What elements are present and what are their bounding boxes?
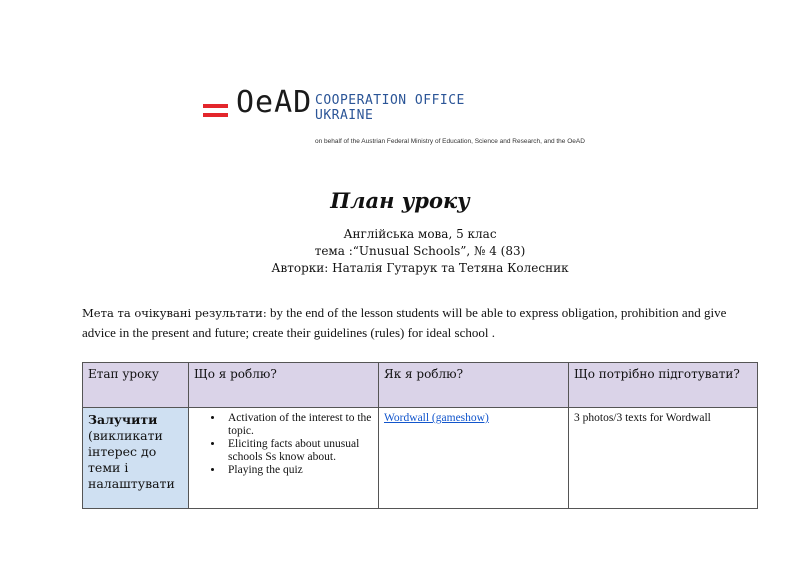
lesson-goal — [82, 303, 732, 343]
how-cell — [379, 408, 569, 509]
list-item: • Playing the quiz — [224, 464, 373, 477]
header-stage: Етап уроку — [83, 363, 189, 408]
logo-line1: COOPERATION OFFICE — [315, 93, 465, 108]
header-prepare: Що потрібно підготувати? — [569, 363, 758, 408]
lesson-info — [0, 226, 800, 277]
activities-cell — [189, 408, 379, 509]
stage-cell — [83, 408, 189, 509]
authors: Авторки: Наталія Гутарук та Тетяна Колесник — [271, 261, 569, 275]
header-how: Як я роблю? — [379, 363, 569, 408]
stage-description: (викликати інтерес до теми і налаштувати — [88, 428, 175, 491]
lesson-topic: тема :“Unusual Schools”, № 4 (83) — [314, 244, 526, 258]
document-title: План уроку — [330, 188, 470, 213]
stage-name: Залучити — [88, 412, 158, 427]
austria-flag-icon — [203, 103, 228, 119]
prepare-cell: 3 photos/3 texts for Wordwall — [569, 408, 758, 509]
goal-text: by the end of the lesson students will be able to express obligation, prohibition and give advice in the present and future; create their guidelines (rules) for ideal school . — [82, 305, 727, 340]
list-item: • Activation of the interest to the topic. — [224, 412, 373, 438]
header-what: Що я роблю? — [189, 363, 379, 408]
logo-wordmark: OeAD — [236, 85, 313, 120]
table-header-row — [83, 363, 758, 408]
goal-label: Мета та очікувані результати: — [82, 306, 267, 320]
logo-line2: UKRAINE — [315, 108, 374, 123]
table-row — [83, 408, 758, 509]
list-item: • Eliciting facts about unusual schools Ss know about. — [224, 438, 373, 464]
logo-cooperation-office — [315, 93, 465, 123]
oead-logo — [203, 85, 643, 154]
subject-grade: Англійська мова, 5 клас — [343, 227, 497, 241]
lesson-plan-table — [82, 362, 758, 509]
activities-list — [194, 412, 373, 477]
logo-subline: on behalf of the Austrian Federal Ministry of Education, Science and Research, and the OeAD — [315, 138, 585, 145]
wordwall-link[interactable]: Wordwall (gameshow) — [384, 412, 489, 424]
